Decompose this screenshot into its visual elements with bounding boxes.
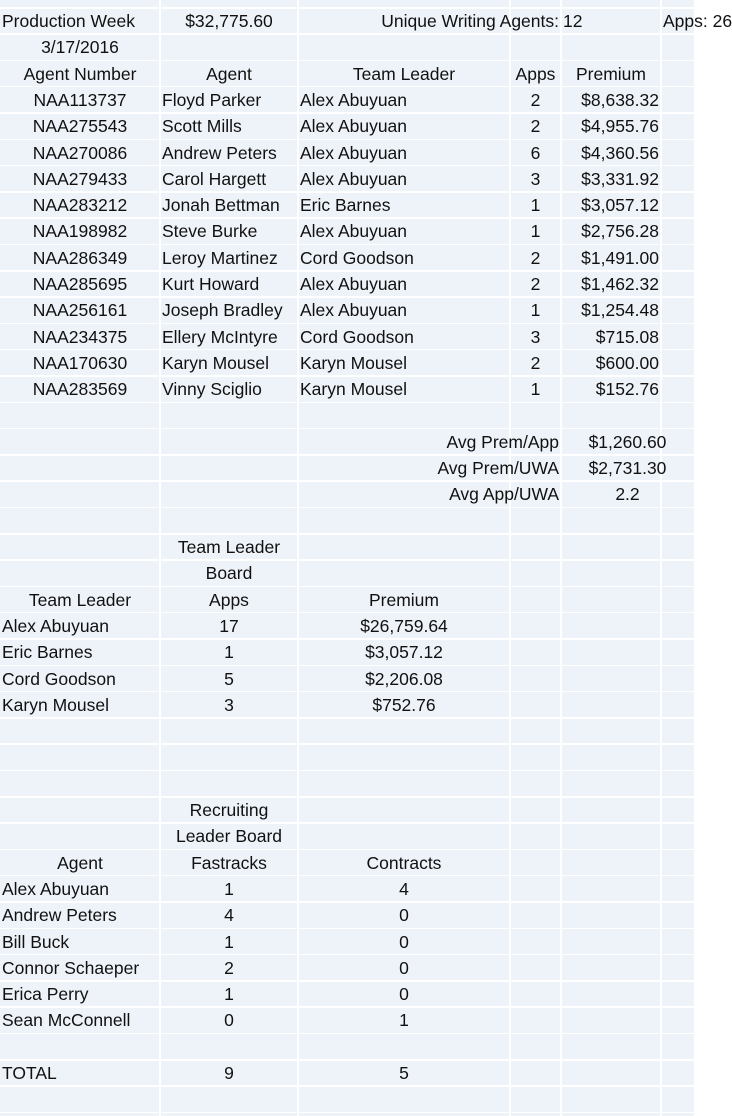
- agent-name-cell[interactable]: Carol Hargett: [162, 168, 267, 189]
- agent-name-cell[interactable]: Vinny Sciglio: [162, 379, 262, 400]
- board-premium-cell[interactable]: $752.76: [372, 694, 436, 715]
- agent-number-cell[interactable]: NAA113737: [33, 89, 127, 110]
- column-header-premium[interactable]: Premium: [575, 63, 646, 84]
- premium-cell[interactable]: $600.00: [595, 352, 659, 373]
- recruiting-agent-cell[interactable]: Andrew Peters: [2, 905, 117, 926]
- agent-name-cell[interactable]: Leroy Martinez: [162, 247, 278, 268]
- unique-writing-agents-label[interactable]: Unique Writing Agents:: [381, 11, 559, 31]
- total-apps-label[interactable]: Apps: 26: [663, 11, 732, 31]
- board-header-apps[interactable]: Apps: [209, 589, 249, 610]
- agent-name-cell[interactable]: Karyn Mousel: [162, 352, 269, 373]
- team-leader-cell[interactable]: Cord Goodson: [300, 326, 414, 347]
- unique-writing-agents-value[interactable]: 12: [563, 11, 583, 31]
- board-apps-cell[interactable]: 3: [224, 694, 234, 715]
- average-label[interactable]: Avg Prem/UWA: [437, 458, 559, 479]
- apps-cell[interactable]: 3: [530, 326, 541, 347]
- recruiting-agent-cell[interactable]: Alex Abuyuan: [2, 878, 110, 899]
- gridline-horizontal: [0, 822, 694, 824]
- recruiting-header-fastracks[interactable]: Fastracks: [191, 852, 267, 873]
- team-leader-cell[interactable]: Alex Abuyuan: [300, 89, 408, 110]
- premium-cell[interactable]: $715.08: [595, 326, 659, 347]
- team-leader-cell[interactable]: Alex Abuyuan: [300, 221, 408, 242]
- premium-cell[interactable]: $152.76: [595, 379, 659, 400]
- column-header-team-leader[interactable]: Team Leader: [352, 63, 456, 84]
- premium-cell[interactable]: $1,254.48: [581, 300, 659, 321]
- gridline-horizontal: [0, 533, 694, 535]
- agent-name-cell[interactable]: Joseph Bradley: [162, 300, 283, 321]
- recruiting-fastracks-cell[interactable]: 1: [224, 878, 234, 899]
- agent-name-cell[interactable]: Steve Burke: [162, 221, 258, 242]
- average-value[interactable]: 2.2: [615, 484, 640, 505]
- board-header-premium[interactable]: Premium: [368, 589, 439, 610]
- board-premium-cell[interactable]: $3,057.12: [365, 642, 443, 663]
- apps-cell[interactable]: 1: [530, 379, 541, 400]
- board-team-leader-cell[interactable]: Alex Abuyuan: [2, 615, 110, 636]
- premium-cell[interactable]: $4,955.76: [581, 116, 659, 137]
- recruiting-header-agent[interactable]: Agent: [57, 852, 103, 873]
- recruiting-fastracks-cell[interactable]: 0: [224, 1010, 234, 1031]
- recruiting-board-title[interactable]: Recruiting: [189, 800, 269, 820]
- board-header-team-leader[interactable]: Team Leader: [28, 589, 132, 610]
- apps-cell[interactable]: 2: [530, 274, 541, 294]
- premium-cell[interactable]: $1,462.32: [581, 274, 659, 294]
- premium-cell[interactable]: $3,057.12: [581, 195, 659, 216]
- team-leader-cell[interactable]: Alex Abuyuan: [300, 274, 408, 294]
- agent-number-cell[interactable]: NAA270086: [32, 142, 128, 163]
- apps-cell[interactable]: 3: [530, 168, 541, 189]
- apps-cell[interactable]: 2: [530, 89, 541, 110]
- apps-cell[interactable]: 2: [530, 352, 541, 373]
- recruiting-agent-cell[interactable]: Sean McConnell: [2, 1010, 131, 1031]
- agent-number-cell[interactable]: NAA279433: [32, 168, 128, 189]
- premium-cell[interactable]: $3,331.92: [581, 168, 659, 189]
- agent-number-cell[interactable]: NAA283212: [32, 195, 128, 216]
- production-week-label[interactable]: Production Week: [2, 11, 135, 31]
- recruiting-total-fastracks[interactable]: 9: [224, 1063, 234, 1083]
- gridline-horizontal: [0, 559, 694, 561]
- gridline-horizontal: [0, 1112, 694, 1114]
- column-header-apps[interactable]: Apps: [515, 63, 556, 84]
- recruiting-total-agent[interactable]: TOTAL: [2, 1063, 57, 1083]
- team-leader-cell[interactable]: Alex Abuyuan: [300, 142, 408, 163]
- board-apps-cell[interactable]: 5: [224, 668, 234, 689]
- average-value[interactable]: $2,731.30: [588, 458, 667, 479]
- recruiting-agent-cell[interactable]: Erica Perry: [2, 984, 89, 1005]
- agent-name-cell[interactable]: Floyd Parker: [162, 89, 262, 110]
- team-leader-cell[interactable]: Cord Goodson: [300, 247, 414, 268]
- agent-number-cell[interactable]: NAA275543: [32, 116, 128, 137]
- agent-name-cell[interactable]: Andrew Peters: [162, 142, 277, 163]
- agent-name-cell[interactable]: Kurt Howard: [162, 274, 260, 294]
- agent-number-cell[interactable]: NAA256161: [32, 300, 128, 321]
- column-header-agent-name[interactable]: Agent: [206, 63, 252, 84]
- team-leader-board-title[interactable]: Board: [205, 563, 253, 584]
- agent-number-cell[interactable]: NAA286349: [32, 247, 128, 268]
- recruiting-contracts-cell[interactable]: 0: [399, 957, 409, 978]
- premium-cell[interactable]: $2,756.28: [581, 221, 659, 242]
- agent-name-cell[interactable]: Jonah Bettman: [162, 195, 280, 216]
- team-leader-board-title[interactable]: Team Leader: [177, 537, 281, 557]
- average-label[interactable]: Avg App/UWA: [449, 484, 559, 505]
- premium-cell[interactable]: $4,360.56: [581, 142, 659, 163]
- recruiting-fastracks-cell[interactable]: 4: [224, 905, 234, 926]
- agent-number-cell[interactable]: NAA170630: [32, 352, 128, 373]
- team-leader-cell[interactable]: Karyn Mousel: [300, 379, 407, 400]
- premium-cell[interactable]: $1,491.00: [581, 247, 659, 268]
- recruiting-header-contracts[interactable]: Contracts: [366, 852, 442, 873]
- team-leader-cell[interactable]: Alex Abuyuan: [300, 168, 408, 189]
- team-leader-cell[interactable]: Karyn Mousel: [300, 352, 407, 373]
- recruiting-agent-cell[interactable]: Bill Buck: [2, 931, 70, 952]
- team-leader-cell[interactable]: Eric Barnes: [300, 195, 391, 216]
- recruiting-contracts-cell[interactable]: 1: [399, 1010, 409, 1031]
- team-leader-cell[interactable]: Alex Abuyuan: [300, 300, 408, 321]
- agent-name-cell[interactable]: Ellery McIntyre: [162, 326, 278, 347]
- gridline-horizontal: [0, 796, 694, 798]
- recruiting-board-title[interactable]: Leader Board: [175, 826, 283, 847]
- apps-cell[interactable]: 2: [530, 247, 541, 268]
- recruiting-contracts-cell[interactable]: 0: [399, 931, 409, 952]
- recruiting-total-contracts[interactable]: 5: [399, 1063, 409, 1083]
- gridline-horizontal: [0, 770, 694, 772]
- apps-cell[interactable]: 1: [530, 300, 541, 321]
- recruiting-contracts-cell[interactable]: 4: [399, 878, 409, 899]
- apps-cell[interactable]: 2: [530, 116, 541, 137]
- recruiting-fastracks-cell[interactable]: 1: [224, 931, 234, 952]
- board-team-leader-cell[interactable]: Karyn Mousel: [2, 694, 109, 715]
- agent-number-cell[interactable]: NAA283569: [32, 379, 128, 400]
- board-premium-cell[interactable]: $26,759.64: [360, 615, 448, 636]
- column-header-agent-number[interactable]: Agent Number: [23, 63, 137, 84]
- apps-cell[interactable]: 6: [530, 142, 541, 163]
- total-premium-value[interactable]: $32,775.60: [185, 11, 273, 31]
- agent-name-cell[interactable]: Scott Mills: [162, 116, 242, 137]
- apps-cell[interactable]: 1: [530, 221, 541, 242]
- gridline-horizontal: [0, 743, 694, 745]
- board-team-leader-cell[interactable]: Eric Barnes: [2, 642, 93, 663]
- recruiting-fastracks-cell[interactable]: 2: [224, 957, 234, 978]
- average-value[interactable]: $1,260.60: [588, 431, 667, 452]
- team-leader-cell[interactable]: Alex Abuyuan: [300, 116, 408, 137]
- report-date[interactable]: 3/17/2016: [41, 37, 119, 58]
- board-apps-cell[interactable]: 1: [224, 642, 234, 663]
- agent-number-cell[interactable]: NAA234375: [32, 326, 128, 347]
- recruiting-fastracks-cell[interactable]: 1: [224, 984, 234, 1005]
- recruiting-contracts-cell[interactable]: 0: [399, 905, 409, 926]
- apps-cell[interactable]: 1: [530, 195, 541, 216]
- recruiting-agent-cell[interactable]: Connor Schaeper: [2, 957, 140, 978]
- recruiting-contracts-cell[interactable]: 0: [399, 984, 409, 1005]
- board-apps-cell[interactable]: 17: [219, 615, 239, 636]
- agent-number-cell[interactable]: NAA285695: [32, 274, 128, 294]
- average-label[interactable]: Avg Prem/App: [446, 431, 559, 452]
- board-team-leader-cell[interactable]: Cord Goodson: [2, 668, 116, 689]
- board-premium-cell[interactable]: $2,206.08: [365, 668, 443, 689]
- agent-number-cell[interactable]: NAA198982: [32, 221, 128, 242]
- premium-cell[interactable]: $8,638.32: [581, 89, 659, 110]
